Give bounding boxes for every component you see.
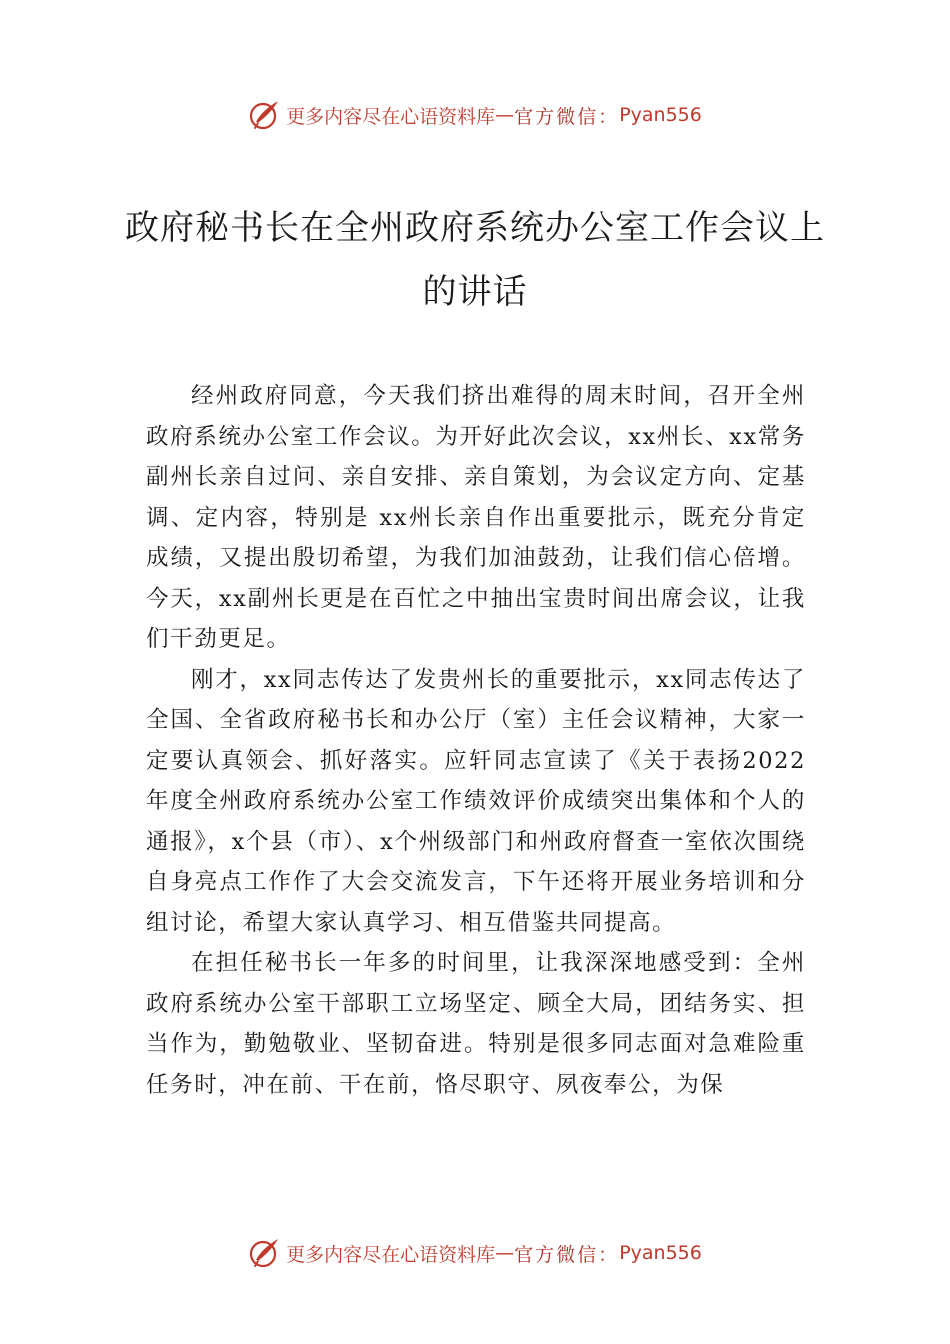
body-paragraph: 刚才，xx同志传达了发贵州长的重要批示，xx同志传达了全国、全省政府秘书长和办公厅（室）主任会议精神，大家一定要认真领会、抓好落实。应轩同志宣读了《关于表扬2022 年度全州政府系统办公室工作绩效评价成绩突出集体和个人的通报》，x个县（市）、x个州级部门和州政府督查一室依次围绕自身亮点工作作了大会交流发言，下午还将开展业务培训和分组讨论，希望大家认真学习、相互借鉴共同提高。 (146, 666, 806, 936)
banner-brand-text: 更多内容尽在心语资料库 (286, 105, 496, 128)
footer-banner (0, 1233, 950, 1273)
banner-wechat-label: 官方微信： (514, 105, 620, 128)
quill-pen-logo-icon (248, 1236, 282, 1270)
footer-brand-text: 更多内容尽在心语资料库 (286, 1243, 496, 1266)
header-banner (0, 95, 950, 135)
body-paragraph: 在担任秘书长一年多的时间里，让我深深地感受到：全州政府系统办公室干部职工立场坚定、顾全大局，团结务实、担当作为，勤勉敬业、坚韧奋进。特别是很多同志面对急难险重任务时，冲在前、干在前，恪尽职守、夙夜奉公，为保 (146, 950, 806, 1098)
document-body (146, 376, 806, 1105)
banner-wechat-handle: Pyan556 (619, 104, 702, 126)
footer-wechat-label: 官方微信： (514, 1243, 620, 1266)
footer-wechat-handle: Pyan556 (619, 1242, 702, 1264)
body-paragraph: 经州政府同意，今天我们挤出难得的周末时间，召开全州政府系统办公室工作会议。为开好此次会议，xx州长、xx常务副州长亲自过问、亲自安排、亲自策划，为会议定方向、定基调、定内容，特别是 xx州长亲自作出重要批示，既充分肯定成绩，又提出殷切希望，为我们加油鼓劲，让我们信心倍增。今天，xx副州长更是在百忙之中抽出宝贵时间出席会议，让我们干劲更足。 (146, 383, 806, 652)
footer-separator: — (495, 1242, 515, 1264)
banner-separator: — (495, 104, 515, 126)
document-title: 政府秘书长在全州政府系统办公室工作会议上的讲话 (125, 208, 825, 312)
quill-pen-logo-icon (248, 98, 282, 132)
